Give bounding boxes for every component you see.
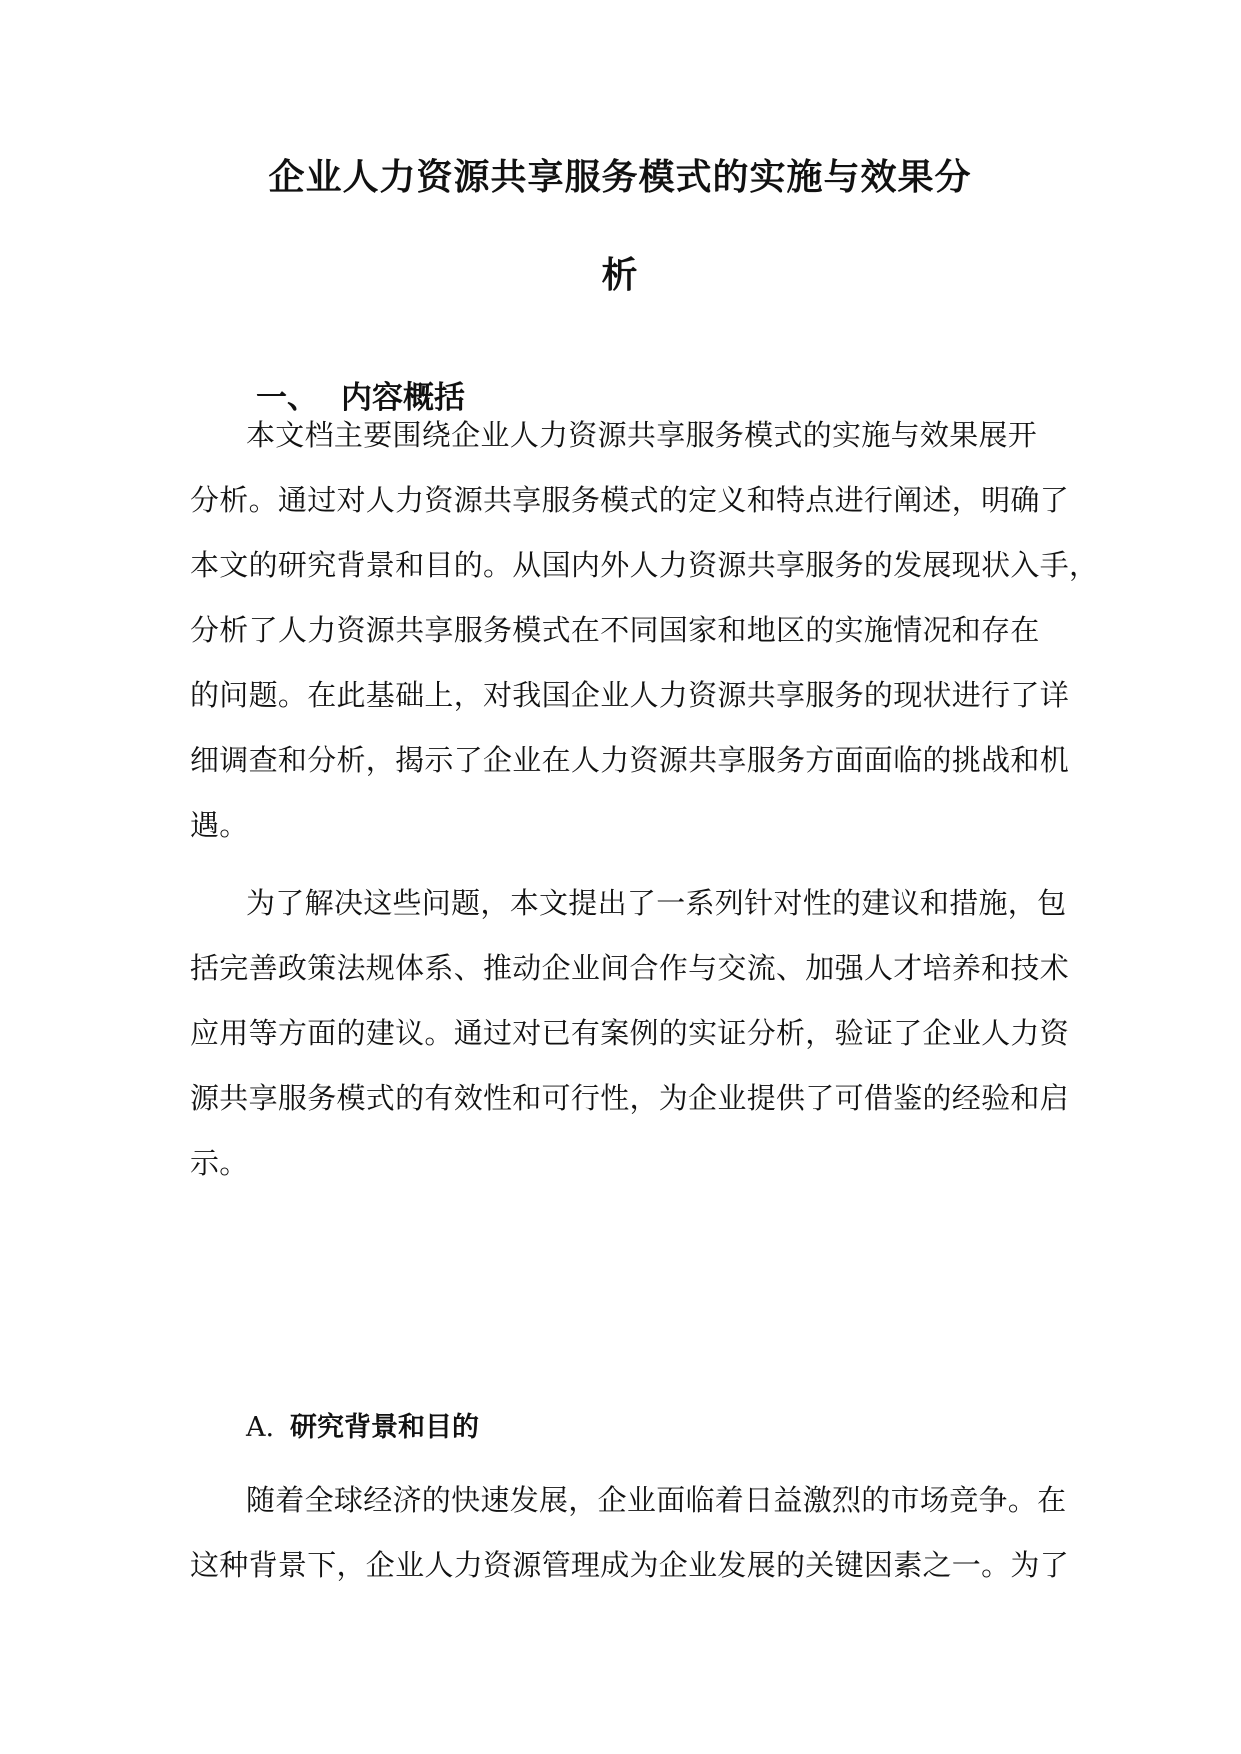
paragraph-line: 括完善政策法规体系、推动企业间合作与交流、加强人才培养和技术	[190, 951, 1070, 985]
paragraph-line: 这种背景下，企业人力资源管理成为企业发展的关键因素之一。为了	[190, 1548, 1070, 1582]
paragraph-line: 示。	[190, 1146, 249, 1180]
subsection-title: 研究背景和目的	[290, 1412, 479, 1443]
paragraph-line: 源共享服务模式的有效性和可行性，为企业提供了可借鉴的经验和启	[190, 1081, 1070, 1115]
paragraph-line: 的问题。在此基础上，对我国企业人力资源共享服务的现状进行了详	[190, 678, 1070, 712]
section-number: 一、	[256, 380, 318, 416]
paragraph-line: 随着全球经济的快速发展，企业面临着日益激烈的市场竞争。在	[246, 1483, 1067, 1517]
section-title: 内容概括	[341, 380, 465, 416]
section-heading	[256, 378, 465, 418]
subsection-number: A.	[246, 1412, 275, 1443]
paragraph-line: 遇。	[190, 808, 249, 842]
subsection-heading	[246, 1410, 479, 1446]
document-title-line-2: 析	[601, 254, 639, 296]
paragraph-line: 本文的研究背景和目的。从国内外人力资源共享服务的发展现状入手，	[190, 548, 1099, 582]
paragraph-line: 本文档主要围绕企业人力资源共享服务模式的实施与效果展开	[246, 418, 1038, 452]
paragraph-line: 细调查和分析，揭示了企业在人力资源共享服务方面面临的挑战和机	[190, 743, 1070, 777]
paragraph-line: 分析了人力资源共享服务模式在不同国家和地区的实施情况和存在	[190, 613, 1040, 647]
document-title-line-1: 企业人力资源共享服务模式的实施与效果分	[268, 156, 972, 198]
paragraph-line: 为了解决这些问题，本文提出了一系列针对性的建议和措施，包	[246, 886, 1067, 920]
paragraph-line: 分析。通过对人力资源共享服务模式的定义和特点进行阐述，明确了	[190, 483, 1070, 517]
paragraph-line: 应用等方面的建议。通过对已有案例的实证分析，验证了企业人力资	[190, 1016, 1070, 1050]
